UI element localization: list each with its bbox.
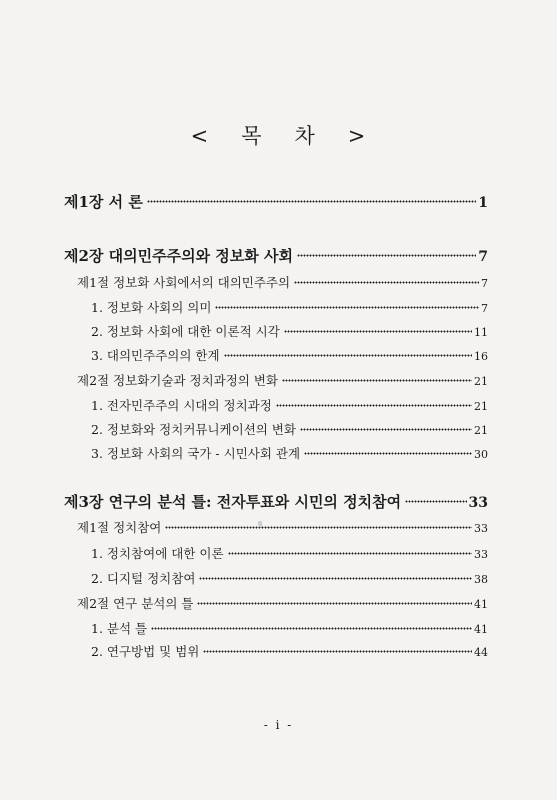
toc-label: 제2절 정보화기술과 정치과정의 변화 (77, 373, 278, 388)
toc-page-number: 11 (474, 326, 488, 339)
toc-subsection (91, 298, 488, 316)
dot-leader (203, 644, 472, 657)
title-close-bracket: > (347, 124, 367, 148)
page-footer-number: - i - (263, 718, 294, 732)
toc-page-number: 33 (468, 495, 488, 511)
toc-label: 제1절 정보화 사회에서의 대의민주주의 (77, 275, 291, 290)
toc-subsection (91, 642, 488, 660)
toc-page-number: 30 (474, 448, 488, 461)
dot-leader (304, 446, 472, 459)
toc-subsection (91, 544, 488, 562)
dot-leader (297, 246, 476, 261)
toc-label: 제3장 연구의 분석 틀: 전자투표와 시민의 정치참여 (64, 493, 402, 511)
dot-leader (151, 621, 472, 634)
toc-page-number: 21 (474, 424, 488, 437)
dot-leader (294, 275, 479, 288)
toc-label: 2. 정보화와 정치커뮤니케이션의 변화 (91, 422, 296, 437)
dot-leader (215, 300, 479, 313)
toc-page-number: 21 (474, 375, 488, 388)
dot-leader (228, 546, 472, 559)
toc-chapter-3 (64, 491, 488, 512)
toc-chapter-1 (64, 191, 488, 212)
toc-page-number: 33 (474, 522, 488, 535)
toc-label: 1. 정보화 사회의 의미 (91, 300, 212, 315)
toc-page-number: 7 (478, 249, 488, 265)
toc-subsection (91, 396, 488, 414)
toc-chapter-2 (64, 245, 488, 266)
title-left: 목 (241, 124, 263, 148)
toc-page-number: 7 (481, 277, 488, 290)
dot-leader (224, 348, 472, 361)
toc-page-number: 41 (474, 623, 488, 636)
toc-subsection (91, 420, 488, 438)
toc-section (77, 518, 488, 536)
toc-subsection (91, 444, 488, 462)
toc-page-number: 21 (474, 400, 488, 413)
dot-leader (300, 422, 472, 435)
toc-subsection (91, 322, 488, 340)
dot-leader (165, 520, 472, 533)
toc-page-number: 44 (474, 646, 488, 659)
toc-label: 제1장 서 론 (64, 193, 143, 211)
toc-label: 2. 디지털 정치참여 (91, 571, 196, 586)
dot-leader (282, 373, 472, 386)
toc-label: 3. 대의민주주의의 한계 (91, 348, 220, 363)
toc-label: 1. 분석 틀 (91, 621, 148, 636)
toc-label: 1. 정치참여에 대한 이론 (91, 546, 224, 561)
toc-subsection (91, 346, 488, 364)
dot-leader (276, 398, 472, 411)
toc-label: 3. 정보화 사회의 국가 - 시민사회 관계 (91, 446, 301, 461)
toc-subsection (91, 569, 488, 587)
toc-section (77, 594, 488, 612)
toc-label: 제2절 연구 분석의 틀 (77, 596, 194, 611)
toc-page-number: 33 (474, 548, 488, 561)
title-open-bracket: < (190, 124, 210, 148)
dot-leader (197, 596, 472, 609)
toc-label: 제2장 대의민주주의와 정보화 사회 (64, 247, 293, 265)
toc-section (77, 273, 488, 291)
scan-mark (258, 521, 262, 527)
toc-label: 2. 정보화 사회에 대한 이론적 시각 (91, 324, 280, 339)
dot-leader (284, 324, 472, 337)
toc-page-number: 38 (474, 573, 488, 586)
dot-leader (405, 492, 466, 507)
dot-leader (199, 571, 472, 584)
toc-label: 제1절 정치참여 (77, 520, 162, 535)
toc-page-number: 41 (474, 598, 488, 611)
title-right: 차 (294, 124, 316, 148)
toc-page-number: 16 (474, 350, 488, 363)
toc-section (77, 371, 488, 389)
toc-label: 2. 연구방법 및 범위 (91, 644, 200, 659)
toc-subsection (91, 619, 488, 637)
toc-page-number: 7 (481, 302, 488, 315)
dot-leader (147, 192, 476, 207)
toc-page-number: 1 (478, 195, 488, 211)
toc-label: 1. 전자민주주의 시대의 정치과정 (91, 398, 272, 413)
